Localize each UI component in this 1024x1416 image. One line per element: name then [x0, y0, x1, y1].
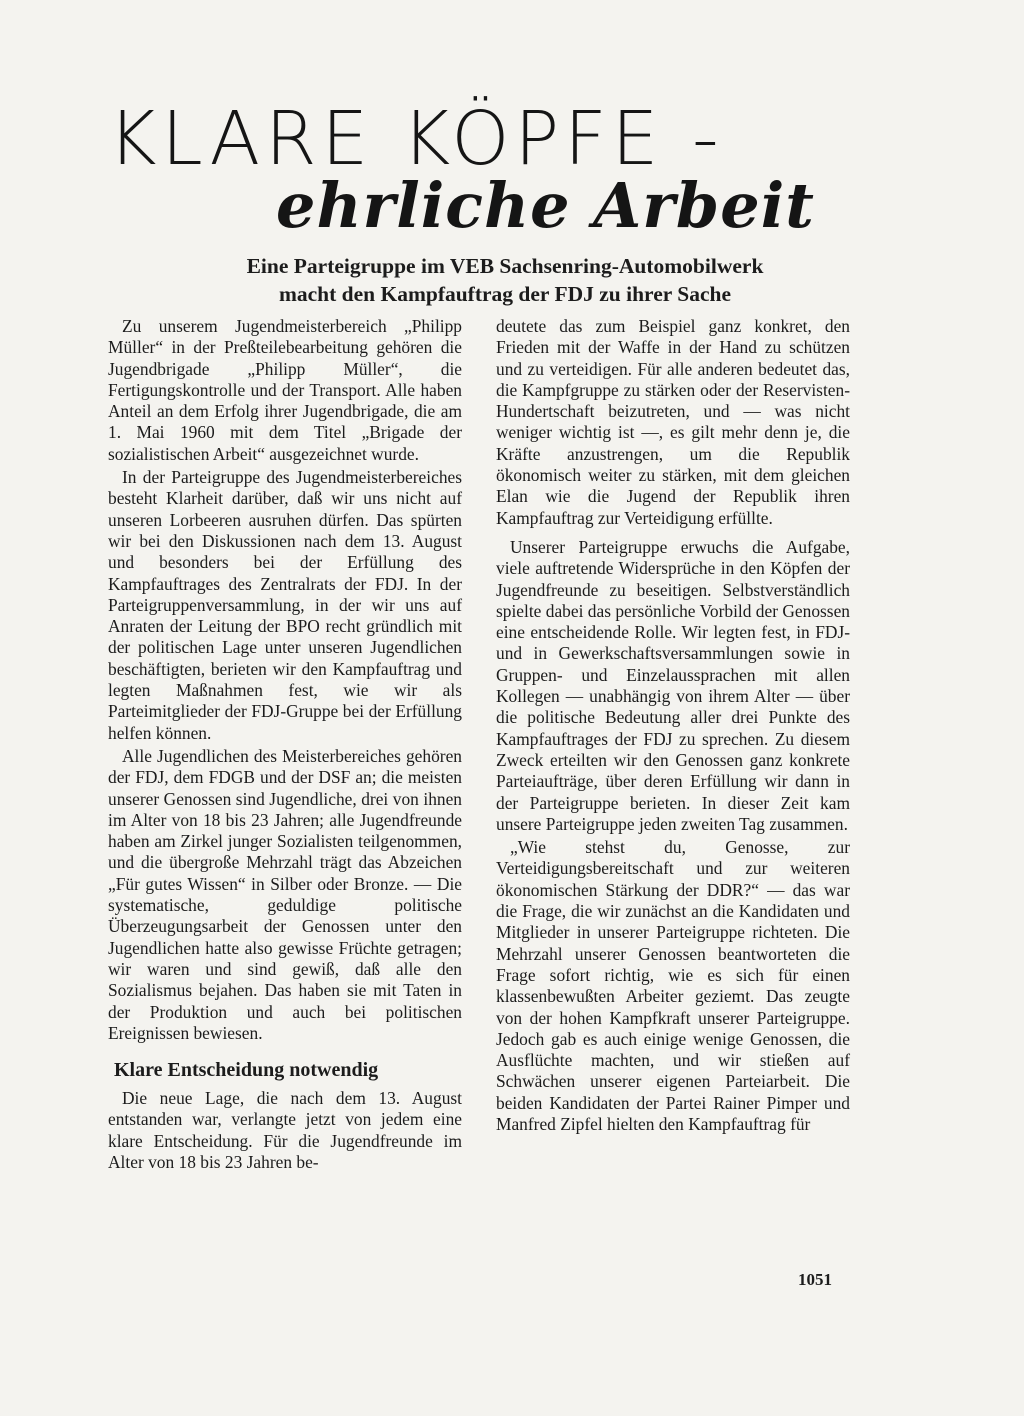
headline-main: KLARE KÖPFE - — [108, 96, 724, 182]
headline-script: ehrliche Arbeit — [276, 169, 815, 242]
paragraph: Die neue Lage, die nach dem 13. August entstanden war, verlangte jetzt von jedem eine klare Entscheidung. Für die Jugendfreunde im Alter von 18 bis 23 Jahren be- — [108, 1088, 462, 1172]
paragraph: In der Parteigruppe des Jugendmeisterbereiches besteht Klarheit darüber, daß wir uns nicht auf unseren Lorbeeren ausruhen dürfen. Das spürten wir bei den Diskussionen nach dem 13. August und besonders bei der Erfüllung des Kampfauftrages des Zentralrats der FDJ. In der Parteigruppenversammlung, in der wir uns auf Anraten der Leitung der BPO recht gründlich mit der politischen Lage unter unseren Jugendlichen beschäftigten, berieten wir den Kampfauftrag und legten Maßnahmen fest, wie wir als Parteimitglieder der FDJ-Gruppe bei der Erfüllung helfen können. — [108, 467, 462, 743]
section-heading: Klare Entscheidung notwendig — [114, 1059, 379, 1082]
paragraph: Alle Jugendlichen des Meisterbereiches gehören der FDJ, dem FDGB und der DSF an; die meisten unserer Genossen sind Jugendliche, drei von ihnen im Alter von 18 bis 23 Jahren; alle Jugendfreunde haben am Zirkel junger Sozialisten teilgenommen, und die übergroße Mehrzahl trägt das Abzeichen „Für gutes Wissen“ in Silber oder Bronze. — Die systematische, geduldige politische Überzeugungsarbeit der Genossen unter den Jugendlichen hatte also gewisse Früchte getragen; wir waren und sind gewiß, daß alle den Sozialismus bejahen. Das haben sie mit Taten in der Produktion und auch bei politischen Ereignissen bewiesen. — [108, 745, 462, 1043]
left-column — [108, 316, 462, 1173]
paragraph: Zu unserem Jugendmeisterbereich „Philipp Müller“ in der Preßteilebearbeitung gehören die Jugendbrigade „Philipp Müller“, die Fertigungskontrolle und der Transport. Alle haben Anteil an dem Erfolg ihrer Jugendbrigade, die am 1. Mai 1960 mit dem Titel „Brigade der sozialistischen Arbeit“ ausgezeichnet wurde. — [108, 316, 462, 464]
paragraph: „Wie stehst du, Genosse, zur Verteidigungsbereitschaft und zur weiteren ökonomischen Stärkung der DDR?“ — das war die Frage, die wir zunächst an die Kandidaten und Mitglieder in unserer Parteigruppe richteten. Die Mehrzahl unserer Genossen beantworteten die Frage sofort richtig, wie es sich für einen klassenbewußten Arbeiter geziemt. Das zeugte von der hohen Kampfkraft unserer Parteigruppe. Jedoch gab es auch einige wenige Genossen, die Ausflüchte machten, und wir stießen auf Schwächen unserer eigenen Parteiarbeit. Die beiden Kandidaten der Partei Rainer Pimper und Manfred Zipfel hielten den Kampfauftrag für — [496, 837, 850, 1134]
paragraph: Unserer Parteigruppe erwuchs die Aufgabe, viele auftretende Widersprüche in den Köpfen der Jugendfreunde zu beseitigen. Selbstverständlich spielte dabei das persönliche Vorbild der Genossen eine entscheidende Rolle. Wir legten fest, in FDJ- und in Gewerkschaftsversammlungen sowie in Gruppen- und Einzelaussprachen mit allen Kollegen — unabhängig von ihrem Alter — über die politische Bedeutung aller drei Punkte des Kampfauftrages der FDJ zu sprechen. Zu diesem Zweck erteilten wir den Genossen ganz konkrete Parteiaufträge, über deren Erfüllung wir dann in der Parteigruppe berieten. In dieser Zeit kam unsere Parteigruppe jeden zweiten Tag zusammen. — [496, 536, 850, 834]
paragraph: deutete das zum Beispiel ganz konkret, den Frieden mit der Waffe in der Hand zu schützen und zu verteidigen. Für alle anderen bedeutet das, die Kampfgruppe zu stärken oder der Reservisten-Hundertschaft beizutreten, und — was nicht weniger wichtig ist —, es gilt mehr denn je, die Kräfte anzustrengen, um die Republik ökonomisch weiter zu stärken, mit dem gleichen Elan wie die Jugend der Republik ihren Kampfauftrag zur Verteidigung erfüllte. — [496, 316, 850, 528]
subtitle-line-2: macht den Kampfauftrag der FDJ zu ihrer Sache — [278, 282, 732, 306]
page-number: 1051 — [798, 1270, 832, 1289]
subtitle — [160, 252, 850, 308]
right-column — [496, 316, 850, 1135]
subtitle-line-1: Eine Parteigruppe im VEB Sachsenring-Automobilwerk — [246, 254, 764, 278]
